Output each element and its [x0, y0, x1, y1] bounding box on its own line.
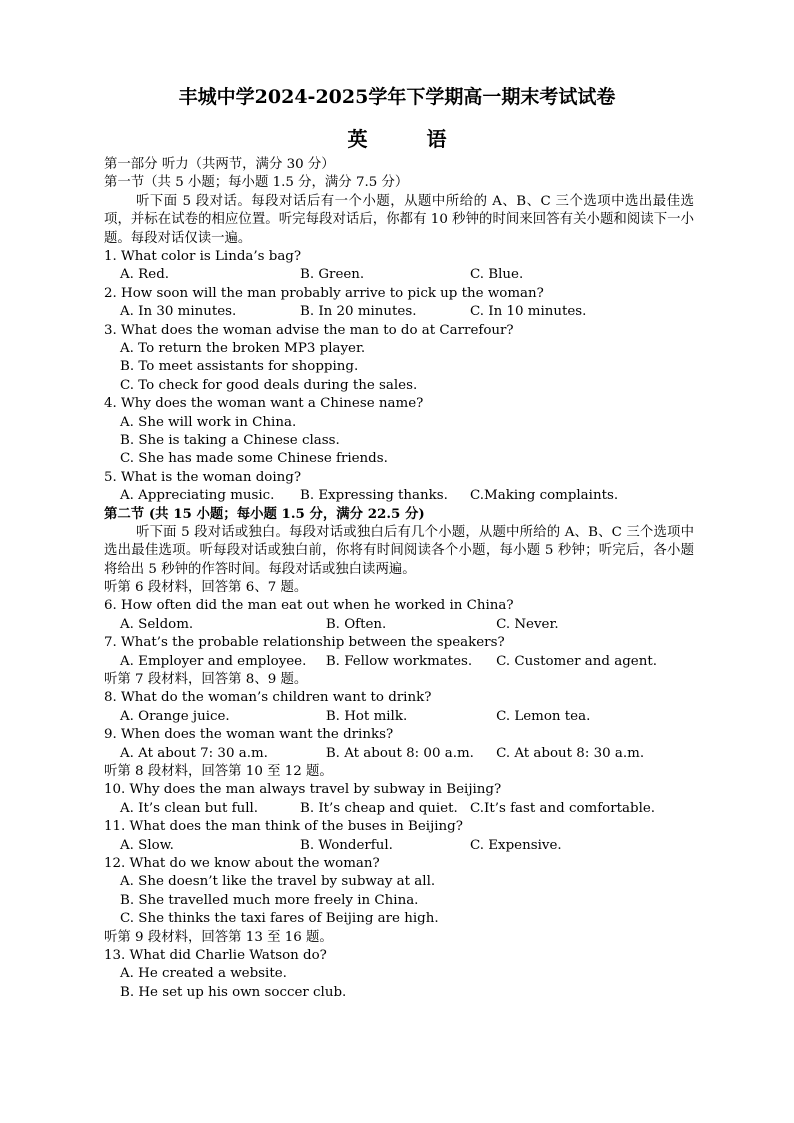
option-a: A. In 30 minutes. — [120, 304, 237, 320]
option-c: C. Blue. — [470, 267, 524, 283]
option-c: C. Lemon tea. — [496, 708, 591, 724]
option-b: B. It’s cheap and quiet. — [300, 800, 458, 816]
material-8-heading: 听第 8 段材料，回答第 10 至 12 题。 — [104, 763, 333, 779]
option-b: B. Hot milk. — [325, 708, 408, 724]
question-stem: 9. When does the woman want the drinks? — [104, 727, 394, 743]
section1-instructions: 听下面 5 段对话。每段对话后有一个小题，从题中所给的 A、B、C 三个选项中选出最佳选项，并标在试卷的相应位置。听完每段对话后，你都有 10 秒钟的时间来回答有关小题和阅读下一小题。每段对话仅读一遍。 — [104, 193, 694, 246]
option-c: C. At about 8: 30 a.m. — [496, 745, 645, 761]
question-options — [104, 616, 694, 634]
question-stem: 10. Why does the man always travel by subway in Beijing? — [104, 782, 502, 798]
option-a: A. He created a website. — [120, 966, 287, 982]
option-b: B. He set up his own soccer club. — [120, 984, 347, 1000]
question-options — [104, 745, 694, 763]
question-stem: 11. What does the man think of the buses in Beijing? — [104, 819, 463, 835]
option-c: C. She has made some Chinese friends. — [120, 451, 388, 467]
material-9-heading: 听第 9 段材料，回答第 13 至 16 题。 — [104, 929, 333, 945]
question-options — [104, 303, 694, 321]
option-c: C. She thinks the taxi fares of Beijing are high. — [120, 911, 439, 927]
option-c: C. To check for good deals during the sales. — [120, 377, 418, 393]
option-a: A. Seldom. — [120, 616, 194, 632]
question-stem: 1. What color is Linda’s bag? — [104, 249, 302, 264]
exam-title: 丰城中学2024-2025学年下学期高一期末考试试卷 — [178, 86, 616, 108]
material-7-heading: 听第 7 段材料，回答第 8、9 题。 — [104, 672, 308, 688]
section2-heading: 第二节 (共 15 小题；每小题 1.5 分，满分 22.5 分) — [104, 506, 425, 523]
option-b: B. Often. — [325, 616, 387, 632]
question-options — [104, 487, 694, 505]
question-options — [104, 266, 694, 284]
option-a: A. Appreciating music. — [120, 488, 275, 504]
option-c: C.Making complaints. — [470, 488, 619, 504]
option-a: A. It’s clean but full. — [120, 800, 259, 816]
question-options — [104, 837, 694, 855]
material-6-heading: 听第 6 段材料，回答第 6、7 题。 — [104, 580, 308, 596]
question-stem: 6. How often did the man eat out when he worked in China? — [104, 598, 514, 614]
option-a: A. Orange juice. — [120, 708, 230, 724]
option-c: C. Never. — [496, 616, 559, 632]
question-stem: 3. What does the woman advise the man to do at Carrefour? — [104, 322, 514, 338]
question-options — [104, 800, 694, 818]
option-b: B. Fellow workmates. — [325, 653, 473, 669]
option-c: C.It’s fast and comfortable. — [470, 800, 656, 816]
section1-heading: 第一节（共 5 小题；每小题 1.5 分，满分 7.5 分） — [104, 175, 409, 191]
option-b: B. She is taking a Chinese class. — [120, 432, 340, 448]
option-c: C. Expensive. — [470, 837, 562, 853]
question-stem: 13. What did Charlie Watson do? — [104, 947, 327, 963]
option-a: A. Slow. — [120, 837, 174, 853]
option-a: A. To return the broken MP3 player. — [120, 340, 366, 356]
subject-title: 英 语 — [347, 127, 473, 151]
option-b: B. In 20 minutes. — [300, 304, 417, 320]
question-options — [104, 708, 694, 726]
option-b: B. She travelled much more freely in China. — [120, 892, 419, 908]
question-stem: 5. What is the woman doing? — [104, 469, 302, 485]
option-a: A. Employer and employee. — [120, 653, 307, 669]
option-b: B. To meet assistants for shopping. — [120, 359, 359, 375]
option-b: B. Green. — [300, 267, 365, 283]
question-stem: 8. What do the woman’s children want to drink? — [104, 690, 432, 706]
question-options — [104, 653, 694, 671]
option-a: A. She will work in China. — [120, 414, 297, 430]
question-stem: 4. Why does the woman want a Chinese name? — [104, 396, 424, 412]
option-c: C. In 10 minutes. — [470, 304, 587, 320]
option-c: C. Customer and agent. — [496, 653, 657, 669]
option-a: A. At about 7: 30 a.m. — [120, 745, 268, 761]
option-a: A. Red. — [120, 267, 170, 283]
part1-heading: 第一部分 听力（共两节，满分 30 分） — [104, 157, 335, 172]
question-stem: 7. What’s the probable relationship between the speakers? — [104, 635, 505, 651]
option-b: B. At about 8: 00 a.m. — [325, 745, 474, 761]
question-stem: 2. How soon will the man probably arrive to pick up the woman? — [104, 285, 544, 301]
option-a: A. She doesn’t like the travel by subway at all. — [120, 874, 436, 890]
exam-content — [104, 156, 694, 1002]
question-stem: 12. What do we know about the woman? — [104, 855, 380, 871]
option-b: B. Expressing thanks. — [300, 488, 448, 504]
option-b: B. Wonderful. — [300, 837, 393, 853]
section2-instructions: 听下面 5 段对话或独白。每段对话或独白后有几个小题，从题中所给的 A、B、C 三个选项中选出最佳选项。听每段对话或独白前，你将有时间阅读各个小题，每小题 5 秒钟；听完后，各小题将给出 5 秒钟的作答时间。每段对话或独白读两遍。 — [104, 524, 694, 577]
